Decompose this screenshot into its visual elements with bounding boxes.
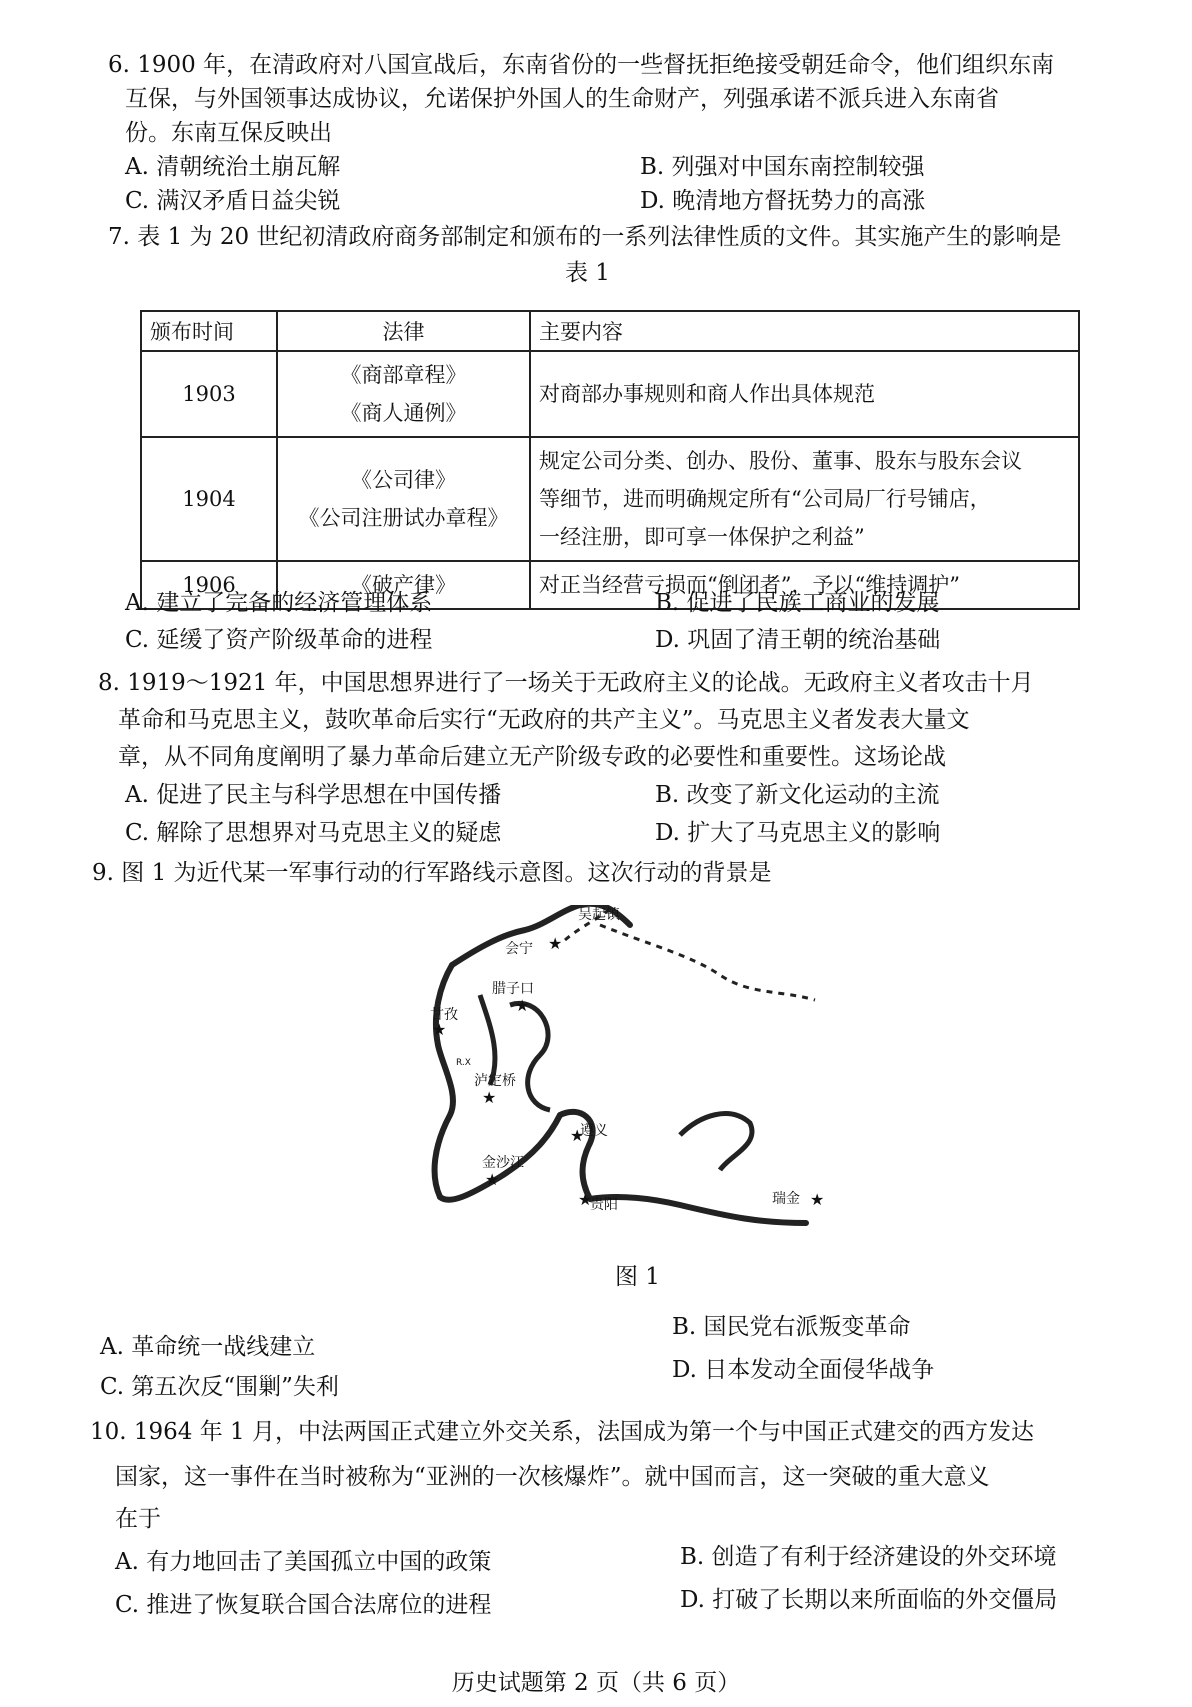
q7-option-c: C. 延缓了资产阶级革命的进程 bbox=[125, 627, 433, 653]
header-content: 主要内容 bbox=[530, 311, 1079, 351]
table-1 bbox=[140, 310, 1080, 610]
q8-option-b: B. 改变了新文化运动的主流 bbox=[655, 782, 940, 808]
q8-line-1: 8. 1919～1921 年，中国思想界进行了一场关于无政府主义的论战。无政府主义者攻击十月 bbox=[98, 670, 1034, 696]
q6-line-2: 互保，与外国领事达成协议，允诺保护外国人的生命财产，列强承诺不派兵进入东南省 bbox=[125, 86, 999, 112]
map-label-ganzi: 甘孜 bbox=[430, 1007, 458, 1023]
q8-line-3: 章，从不同角度阐明了暴力革命后建立无产阶级专政的必要性和重要性。这场论战 bbox=[118, 744, 946, 770]
star-icon: ★ bbox=[810, 1190, 825, 1209]
q6-line-3: 份。东南互保反映出 bbox=[125, 120, 332, 146]
q9-stem: 9. 图 1 为近代某一军事行动的行军路线示意图。这次行动的背景是 bbox=[92, 860, 772, 886]
star-icon: ★ bbox=[482, 1088, 497, 1107]
law-name: 《公司注册试办章程》 bbox=[298, 506, 509, 530]
page-footer: 历史试题第 2 页（共 6 页） bbox=[451, 1670, 741, 1696]
figure-1-caption: 图 1 bbox=[615, 1264, 660, 1290]
table-1-title: 表 1 bbox=[565, 260, 610, 286]
q7-option-b: B. 促进了民族工商业的发展 bbox=[655, 590, 940, 616]
q8-line-2: 革命和马克思主义，鼓吹革命后实行“无政府的共产主义”。马克思主义者发表大量文 bbox=[118, 707, 970, 733]
table-cell-year: 1906 bbox=[141, 561, 277, 609]
table-cell-content bbox=[530, 351, 1079, 437]
map-label-ruijin: 瑞金 bbox=[772, 1191, 800, 1207]
q7-stem: 7. 表 1 为 20 世纪初清政府商务部制定和颁布的一系列法律性质的文件。其实施产生的影响是 bbox=[108, 224, 1062, 250]
q9-option-d: D. 日本发动全面侵华战争 bbox=[672, 1357, 935, 1383]
law-name: 《破产律》 bbox=[351, 573, 456, 597]
map-label-zunyi: 遵义 bbox=[580, 1123, 608, 1139]
star-icon: ★ bbox=[432, 1020, 447, 1039]
route-segment bbox=[480, 995, 495, 1085]
map-label-wuqizhen: 吴起镇 bbox=[578, 907, 620, 923]
q8-option-c: C. 解除了思想界对马克思主义的疑虑 bbox=[125, 820, 502, 846]
table-cell-year: 1904 bbox=[141, 437, 277, 561]
q8-option-a: A. 促进了民主与科学思想在中国传播 bbox=[125, 782, 502, 808]
star-icon: ★ bbox=[570, 1126, 585, 1145]
map-label-lazikou: 腊子口 bbox=[492, 981, 534, 997]
content-line: 一经注册，即可享一体保护之利益” bbox=[539, 525, 865, 549]
q10-option-b: B. 创造了有利于经济建设的外交环境 bbox=[680, 1544, 1057, 1570]
long-march-route-map bbox=[430, 905, 850, 1245]
content-line: 对商部办事规则和商人作出具体规范 bbox=[539, 382, 875, 406]
law-name: 《商部章程》 bbox=[340, 363, 467, 387]
q6-line-1: 6. 1900 年，在清政府对八国宣战后，东南省份的一些督抚拒绝接受朝廷命令，他们组织东南 bbox=[108, 52, 1055, 78]
table-row bbox=[141, 351, 1079, 437]
content-line: 等细节，进而明确规定所有“公司局厂行号铺店， bbox=[539, 487, 991, 511]
map-label-jinshajiang: 金沙江 bbox=[482, 1155, 524, 1171]
q10-option-a: A. 有力地回击了美国孤立中国的政策 bbox=[115, 1549, 492, 1575]
q7-option-d: D. 巩固了清王朝的统治基础 bbox=[655, 627, 941, 653]
map-label-huining: 会宁 bbox=[505, 941, 533, 957]
map-label-small: R.X bbox=[456, 1058, 471, 1068]
q8-option-d: D. 扩大了马克思主义的影响 bbox=[655, 820, 941, 846]
law-name: 《公司律》 bbox=[351, 468, 456, 492]
q6-option-c: C. 满汉矛盾日益尖锐 bbox=[125, 188, 341, 214]
table-header-row bbox=[141, 311, 1079, 351]
q10-line-2: 国家，这一事件在当时被称为“亚洲的一次核爆炸”。就中国而言，这一突破的重大意义 bbox=[115, 1464, 990, 1490]
q10-line-3: 在于 bbox=[115, 1506, 161, 1532]
header-year: 颁布时间 bbox=[141, 311, 277, 351]
table-cell-law bbox=[277, 437, 530, 561]
q10-option-c: C. 推进了恢复联合国合法席位的进程 bbox=[115, 1592, 492, 1618]
q7-option-a: A. 建立了完备的经济管理体系 bbox=[125, 590, 433, 616]
star-icon: ★ bbox=[485, 1170, 500, 1189]
content-line: 规定公司分类、创办、股份、董事、股东与股东会议 bbox=[539, 449, 1022, 473]
route-segment bbox=[510, 1003, 550, 1110]
map-label-guiyang: 贵阳 bbox=[590, 1197, 618, 1213]
table-cell-law bbox=[277, 351, 530, 437]
q9-option-c: C. 第五次反“围剿”失利 bbox=[100, 1374, 339, 1400]
star-icon: ★ bbox=[548, 934, 563, 953]
q6-option-d: D. 晚清地方督抚势力的高涨 bbox=[640, 188, 926, 214]
route-segment bbox=[435, 965, 453, 1197]
law-name: 《商人通例》 bbox=[340, 401, 467, 425]
table-row bbox=[141, 437, 1079, 561]
route-segment bbox=[680, 1114, 752, 1170]
q9-option-a: A. 革命统一战线建立 bbox=[100, 1334, 316, 1360]
star-icon: ★ bbox=[578, 1190, 593, 1209]
q6-option-b: B. 列强对中国东南控制较强 bbox=[640, 154, 925, 180]
route-dashed bbox=[600, 925, 815, 1000]
q10-option-d: D. 打破了长期以来所面临的外交僵局 bbox=[680, 1587, 1058, 1613]
q9-option-b: B. 国民党右派叛变革命 bbox=[672, 1314, 911, 1340]
table-cell-year: 1903 bbox=[141, 351, 277, 437]
table-cell-content bbox=[530, 437, 1079, 561]
q6-option-a: A. 清朝统治土崩瓦解 bbox=[125, 154, 341, 180]
map-label-luding: 泸定桥 bbox=[474, 1073, 516, 1089]
star-icon: ★ bbox=[515, 996, 530, 1015]
header-law: 法律 bbox=[277, 311, 530, 351]
q10-line-1: 10. 1964 年 1 月，中法两国正式建立外交关系，法国成为第一个与中国正式建交的西方发达 bbox=[90, 1419, 1034, 1445]
content-line: 对正当经营亏损而“倒闭者”，予以“维持调护” bbox=[539, 573, 960, 597]
